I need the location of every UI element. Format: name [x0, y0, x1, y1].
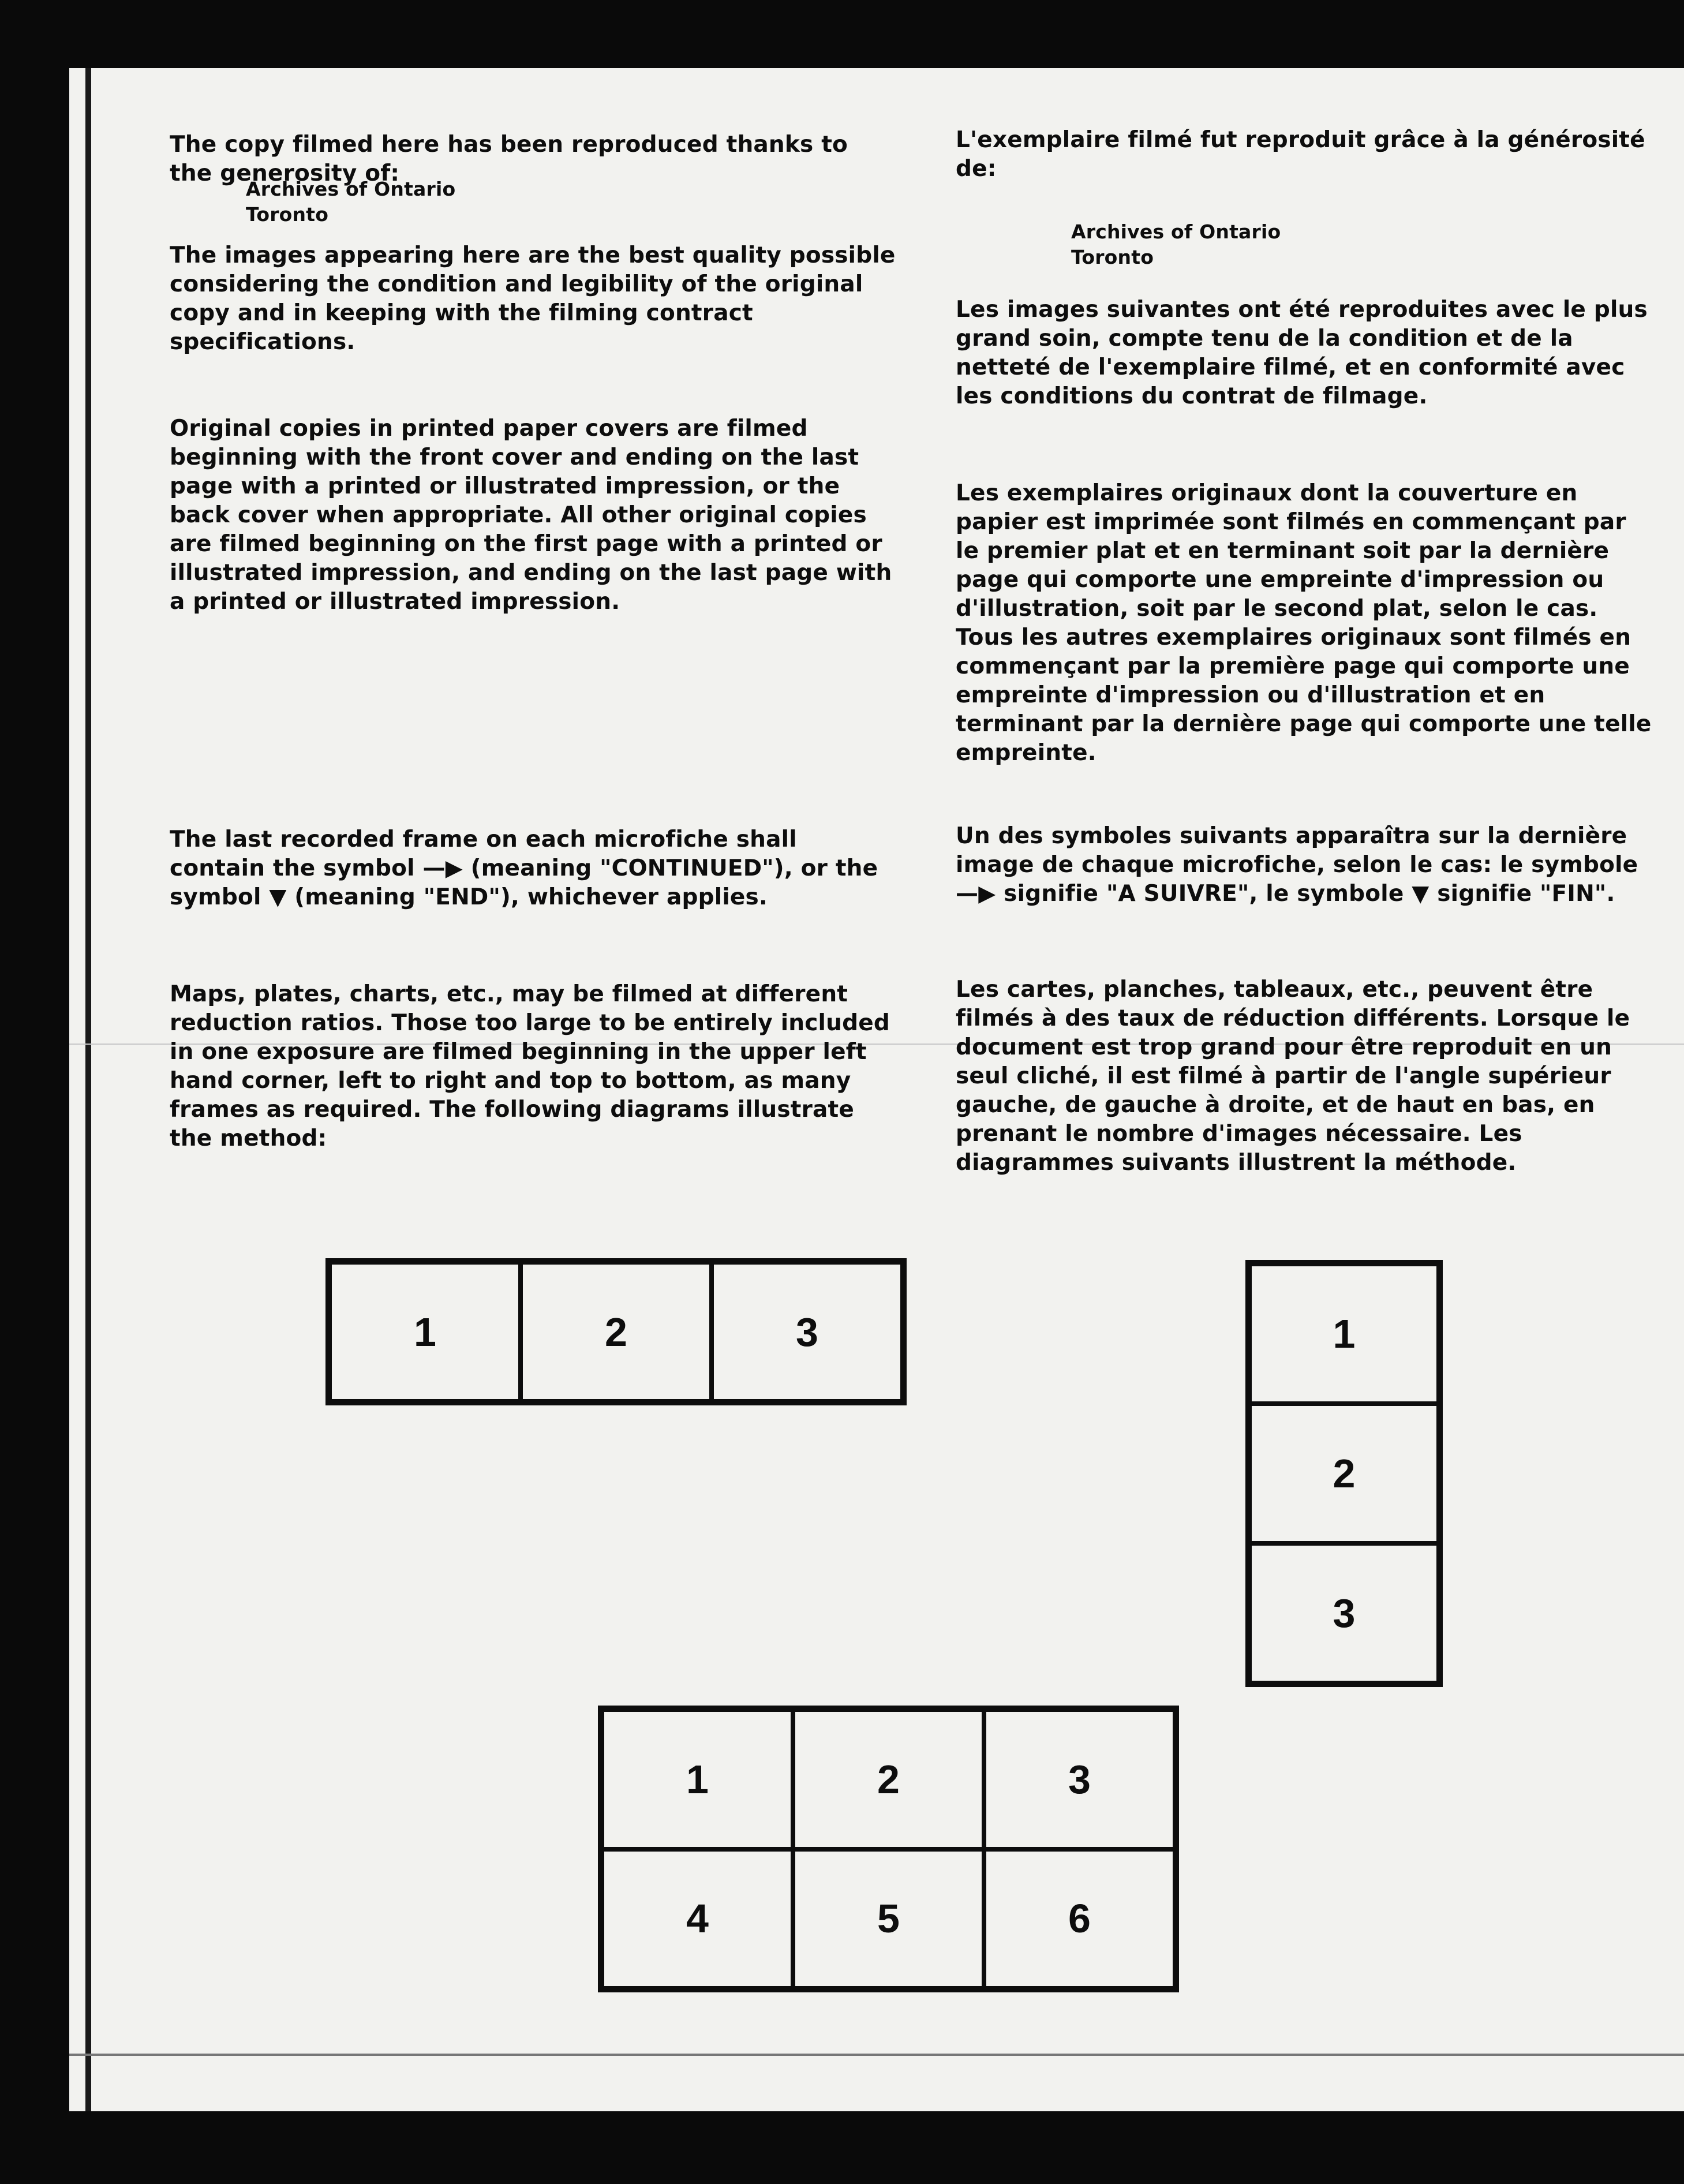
frame-cell: 2 [793, 1710, 984, 1849]
source-city-fr: Toronto [1071, 246, 1154, 268]
source-name-fr: Archives of Ontario [1071, 220, 1281, 243]
frame-cell: 4 [602, 1849, 793, 1989]
frame-cell: 1 [602, 1710, 793, 1849]
intro-text-fr: L'exemplaire filmé fut reproduit grâce à la générosité de: [956, 127, 1645, 182]
frame-cell: 2 [521, 1262, 712, 1401]
frame-cell: 3 [984, 1710, 1175, 1849]
frame-cell: 1 [1249, 1264, 1439, 1404]
bottom-line [69, 2054, 1684, 2056]
diagram-column-of-three [1245, 1260, 1443, 1687]
diagram-row-of-three [325, 1258, 907, 1405]
symbols-text-fr: Un des symboles suivants apparaîtra sur la dernière image de chaque microfiche, selon le cas: le symbole —▶ signifie "A SUIVRE", le symbole ▼ signifie "FIN". [956, 823, 1638, 907]
frame-cell: 6 [984, 1849, 1175, 1989]
symbols-text-en: The last recorded frame on each microfiche shall contain the symbol —▶ (meaning "CONTINUED"), or the symbol ▼ (meaning "END"), whichever applies. [170, 827, 878, 910]
frame-cell: 3 [1249, 1543, 1439, 1683]
source-city-en: Toronto [246, 203, 329, 226]
originals-text-fr: Les exemplaires originaux dont la couverture en papier est imprimée sont filmés en commençant par le premier plat et en terminant soit par la dernière page qui comporte une empreinte d'impression ou d'illustration, soit par le second plat, selon le cas. Tous les autres exemplaires originaux sont filmés en commençant par la première page qui comporte une empreinte d'impression ou d'illustration et en terminant par la dernière page qui comporte une telle empreinte. [956, 480, 1652, 766]
originals-text-en: Original copies in printed paper covers are filmed beginning with the front cover and ending on the last page with a printed or illustrated impression, or the back cover when appropriate. All other original copies are filmed beginning on the first page with a printed or illustrated impression, and ending on the last page with a printed or illustrated impression. [170, 416, 892, 615]
intro-text-en: The copy filmed here has been reproduced thanks to the generosity of: [170, 132, 848, 186]
maps-text-en: Maps, plates, charts, etc., may be filmed at different reduction ratios. Those too large to be entirely included in one exposure are filmed beginning in the upper left hand corner, left to right and top to bottom, as many frames as required. The following diagrams illustrate the method: [170, 981, 890, 1151]
frame-cell: 5 [793, 1849, 984, 1989]
frame-cell: 2 [1249, 1404, 1439, 1543]
gutter-line [85, 68, 91, 2111]
quality-text-en: The images appearing here are the best quality possible considering the condition and legibility of the original copy and in keeping with the filming contract specifications. [170, 242, 896, 355]
diagram-grid-of-six [598, 1706, 1179, 1992]
frame-cell: 1 [330, 1262, 521, 1401]
frame-cell: 3 [712, 1262, 903, 1401]
quality-text-fr: Les images suivantes ont été reproduites avec le plus grand soin, compte tenu de la condition et de la netteté de l'exemplaire filmé, et en conformité avec les conditions du contrat de filmage. [956, 297, 1648, 409]
maps-text-fr: Les cartes, planches, tableaux, etc., peuvent être filmés à des taux de réduction différents. Lorsque le document est trop grand pour être reproduit en un seul cliché, il est filmé à partir de l'angle supérieur gauche, de gauche à droite, et de haut en bas, en prenant le nombre d'images nécessaire. Les diagrammes suivants illustrent la méthode. [956, 977, 1630, 1176]
source-name-en: Archives of Ontario [246, 178, 456, 200]
